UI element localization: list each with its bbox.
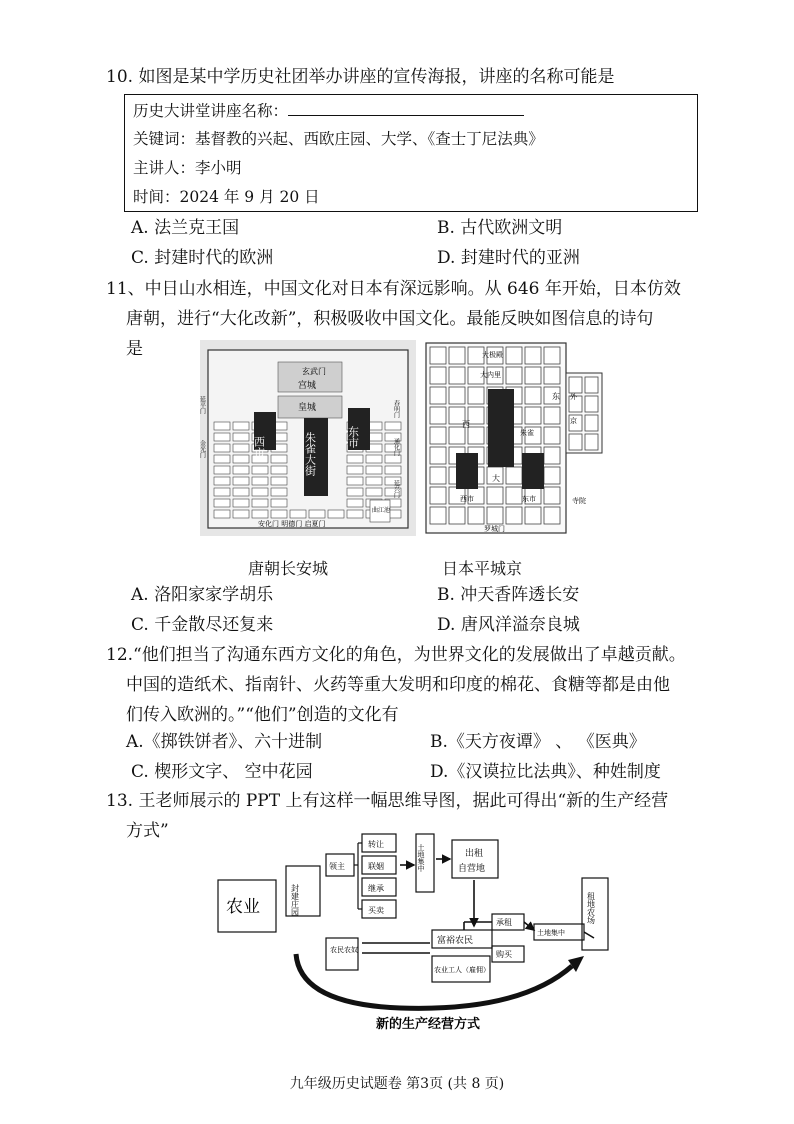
heijo-gekyo-block [569, 434, 582, 450]
q11-stem-line2: 唐朝，进行“大化改新”，积极吸收中国文化。最能反映如图信息的诗句 [126, 309, 654, 329]
changan-ward-block [271, 510, 287, 518]
poster-speaker: 主讲人：李小明 [133, 159, 242, 177]
changan-label-yanping: 延平门 [198, 396, 206, 414]
changan-ward-block [328, 510, 344, 518]
changan-ward-block [271, 488, 287, 496]
heijo-block [506, 347, 522, 364]
heijo-block [430, 387, 446, 404]
heijo-gekyo-block [585, 415, 598, 431]
mind-map-lord-item-transfer: 转让 [368, 840, 384, 849]
heijo-block [544, 467, 560, 484]
heijo-block [468, 387, 484, 404]
heijo-block [449, 387, 465, 404]
heijo-block [544, 427, 560, 444]
q11-option-b[interactable]: B. 冲天香阵透长安 [437, 585, 580, 605]
poster-name-label: 历史大讲堂讲座名称： [133, 102, 289, 120]
changan-label-xuanwu: 玄武门 [302, 367, 326, 376]
mind-map-land-concentration: 土地集中 [417, 844, 425, 872]
changan-label-huangcheng: 皇城 [298, 403, 317, 413]
heijo-gekyo-block [569, 377, 582, 393]
changan-ward-block [214, 499, 230, 507]
changan-map [200, 340, 416, 536]
heijo-block [430, 347, 446, 364]
mind-map [200, 826, 620, 1036]
heijo-block [449, 427, 465, 444]
q12-option-c[interactable]: C. 楔形文字、 空中花园 [131, 762, 313, 782]
heijo-block [506, 507, 522, 524]
heijo-label-east-market: 东市 [522, 495, 536, 503]
lecture-poster [124, 94, 698, 212]
heijo-label-east: 东 [552, 392, 560, 401]
poster-name-blank [288, 101, 524, 116]
changan-ward-block [271, 466, 287, 474]
mind-map-farm-worker: 农业工人（雇佣） [434, 966, 490, 974]
heijo-label-dainairi: 大内里 [480, 371, 501, 379]
mind-map-lord-item-inherit: 继承 [368, 884, 384, 893]
mind-map-peasants: 农民农奴 [330, 946, 358, 954]
changan-ward-block [271, 477, 287, 485]
heijo-caption: 日本平城京 [442, 559, 523, 578]
changan-ward-block [214, 455, 230, 463]
changan-ward-block [233, 433, 249, 441]
heijo-block [430, 487, 446, 504]
q13-line1: 13. 王老师展示的 PPT 上有这样一幅思维导图，据此可得出“新的生产经营 [106, 791, 669, 811]
mind-map-rich-peasant: 富裕农民 [437, 936, 474, 946]
changan-ward-block [347, 455, 363, 463]
q10-stem: 10. 如图是某中学历史社团举办讲座的宣传海报，讲座的名称可能是 [106, 67, 615, 87]
mind-map-land-concentration-2: 土地集中 [537, 929, 565, 937]
heijo-label-suzaku: 朱雀 [520, 429, 534, 437]
heijo-block [430, 507, 446, 524]
heijo-gekyo-block [585, 434, 598, 450]
changan-ward-block [347, 466, 363, 474]
changan-label-gongcheng: 宫城 [298, 381, 317, 391]
changan-ward-block [366, 455, 382, 463]
changan-ward-block [366, 477, 382, 485]
heijo-block [468, 407, 484, 424]
heijo-block [544, 447, 560, 464]
q11-stem-line3: 是 [126, 339, 143, 359]
changan-label-qujiang: 曲江池 [372, 507, 391, 514]
mind-map-lord-item-marriage: 联姻 [368, 862, 384, 871]
changan-ward-block [290, 510, 306, 518]
heijo-gekyo-block [585, 396, 598, 412]
changan-ward-block [366, 488, 382, 496]
heijo-block [506, 487, 522, 504]
heijo-label-rajomon: 罗城门 [484, 525, 505, 533]
poster-time: 时间：2024 年 9 月 20 日 [133, 188, 320, 206]
q11-stem-line1: 11、中日山水相连，中国文化对日本有深远影响。从 646 年开始，日本仿效 [106, 279, 681, 299]
q11-option-c[interactable]: C. 千金散尽还复来 [131, 615, 274, 635]
heijo-block [449, 367, 465, 384]
changan-ward-block [385, 466, 401, 474]
changan-label-east-market: 东市 [346, 426, 360, 448]
q10-option-a[interactable]: A. 法兰克王国 [131, 218, 240, 238]
changan-ward-block [233, 510, 249, 518]
changan-ward-block [252, 466, 268, 474]
page-footer: 九年级历史试题卷 第3页 (共 8 页) [289, 1076, 505, 1092]
changan-ward-block [214, 466, 230, 474]
mind-map-self-operate: 自营地 [458, 864, 486, 874]
changan-label-chunming: 春明门 [392, 400, 400, 418]
q12-line3: 们传入欧洲的。”“他们”创造的文化有 [126, 705, 399, 725]
heijo-block [430, 407, 446, 424]
changan-label-jinguang: 金光门 [198, 440, 206, 458]
heijo-block [449, 507, 465, 524]
q12-option-b[interactable]: B.《天方夜谭》 、 《医典》 [430, 732, 646, 752]
mind-map-purchase: 购买 [496, 950, 512, 959]
changan-ward-block [233, 455, 249, 463]
heijo-block [487, 487, 503, 504]
changan-label-south-gates: 安化门 明德门 启夏门 [258, 520, 326, 528]
mind-map-agriculture: 农业 [226, 897, 260, 917]
heijo-block [525, 507, 541, 524]
changan-ward-block [214, 444, 230, 452]
mind-map-caption: 新的生产经营方式 [376, 1017, 481, 1032]
heijo-block [544, 367, 560, 384]
heijo-label-west: 西 [462, 420, 470, 429]
q12-option-d[interactable]: D.《汉谟拉比法典》、种姓制度 [430, 762, 661, 782]
heijo-block [430, 467, 446, 484]
heijo-label-west-market: 西市 [460, 495, 474, 503]
changan-ward-block [214, 488, 230, 496]
heijo-block [525, 347, 541, 364]
heijo-block [430, 367, 446, 384]
changan-ward-block [214, 477, 230, 485]
changan-ward-block [233, 477, 249, 485]
heijo-label-daigokuden: 大极殿 [482, 351, 503, 359]
q13-line2: 方式” [126, 821, 169, 841]
changan-label-yanxing: 延兴门 [392, 480, 400, 498]
heijo-block [544, 407, 560, 424]
heijo-block [487, 507, 503, 524]
changan-ward-block [252, 510, 268, 518]
changan-ward-block [385, 422, 401, 430]
changan-label-tonghua: 通化门 [392, 438, 400, 456]
changan-label-west-market: 西市 [252, 436, 266, 458]
heijo-label-temple: 寺院 [572, 497, 586, 505]
changan-ward-block [366, 466, 382, 474]
heijo-block [544, 507, 560, 524]
mind-map-manor: 封建庄园 [290, 884, 300, 916]
heijo-block [430, 427, 446, 444]
q10-option-c[interactable]: C. 封建时代的欧洲 [131, 248, 274, 268]
mind-map-rental-farm: 租地农场 [586, 892, 596, 924]
heijo-label-da: 大 [492, 474, 500, 483]
q10-option-b[interactable]: B. 古代欧洲文明 [437, 218, 563, 238]
heijo-block [468, 427, 484, 444]
heijo-map [426, 343, 606, 533]
q11-option-a[interactable]: A. 洛阳家家学胡乐 [131, 585, 274, 605]
changan-ward-block [233, 499, 249, 507]
changan-ward-block [347, 477, 363, 485]
mind-map-lord-item-trade: 买卖 [368, 906, 384, 915]
q12-option-a[interactable]: A.《掷铁饼者》、六十进制 [126, 732, 323, 752]
poster-name-line [133, 99, 524, 121]
changan-ward-block [214, 510, 230, 518]
q11-option-d[interactable]: D. 唐风洋溢奈良城 [437, 615, 580, 635]
q10-option-d[interactable]: D. 封建时代的亚洲 [437, 248, 580, 268]
heijo-block [430, 447, 446, 464]
heijo-block [468, 507, 484, 524]
changan-ward-block [309, 510, 325, 518]
heijo-label-kyo: 京 [570, 417, 577, 425]
changan-ward-block [347, 488, 363, 496]
changan-ward-block [233, 422, 249, 430]
poster-keywords: 关键词：基督教的兴起、西欧庄园、大学、《查士丁尼法典》 [133, 130, 544, 148]
mind-map-lord: 领主 [329, 862, 345, 871]
changan-ward-block [271, 455, 287, 463]
heijo-label-gekyo: 外 [570, 393, 577, 401]
heijo-block [544, 347, 560, 364]
heijo-block [544, 487, 560, 504]
changan-ward-block [347, 510, 363, 518]
mind-map-lease: 承租 [496, 918, 512, 927]
changan-ward-block [214, 422, 230, 430]
changan-ward-block [252, 477, 268, 485]
heijo-block [525, 387, 541, 404]
changan-ward-block [271, 499, 287, 507]
changan-ward-block [252, 499, 268, 507]
changan-ward-block [385, 455, 401, 463]
heijo-block [506, 367, 522, 384]
changan-ward-block [233, 444, 249, 452]
mind-map-rent-out: 出租 [465, 849, 484, 859]
changan-label-zhuque: 朱雀大街 [303, 432, 317, 476]
changan-ward-block [347, 499, 363, 507]
q12-line2: 中国的造纸术、指南针、火药等重大发明和印度的棉花、食糖等都是由他 [126, 675, 670, 695]
heijo-block [525, 367, 541, 384]
changan-caption: 唐朝长安城 [248, 559, 329, 578]
heijo-block [449, 347, 465, 364]
changan-ward-block [252, 488, 268, 496]
q12-line1: 12.“他们担当了沟通东西方文化的角色，为世界文化的发展做出了卓越贡献。 [106, 645, 686, 665]
heijo-block [525, 407, 541, 424]
changan-ward-block [233, 488, 249, 496]
changan-ward-block [233, 466, 249, 474]
changan-ward-block [214, 433, 230, 441]
heijo-block [506, 467, 522, 484]
heijo-gekyo-block [585, 377, 598, 393]
